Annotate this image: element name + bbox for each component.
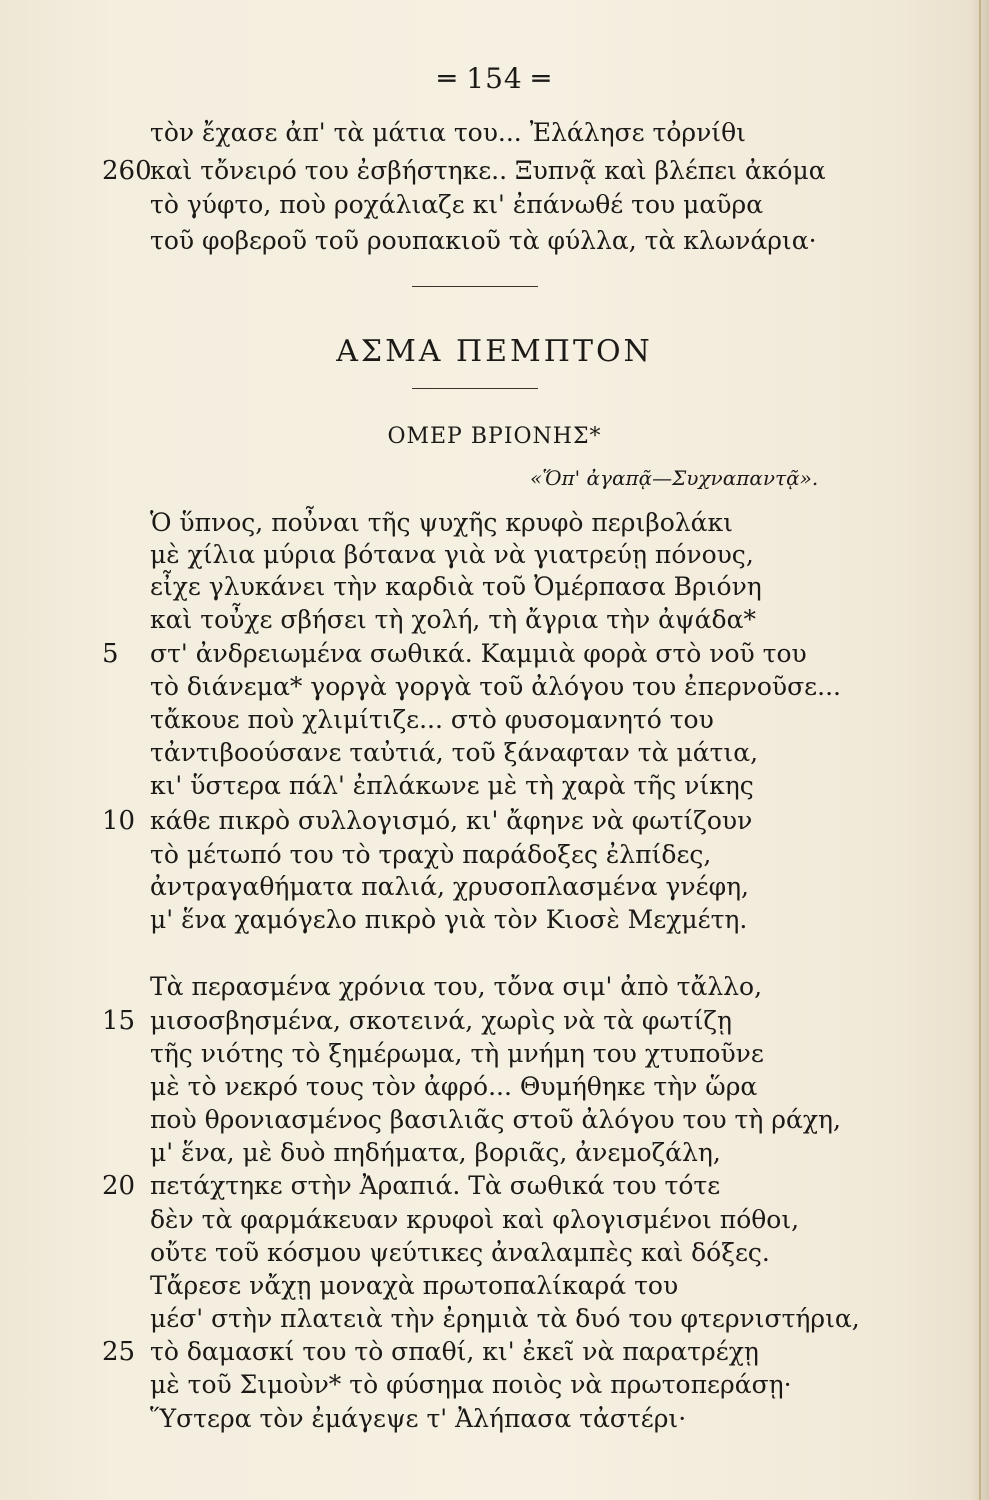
page-edge-line <box>979 0 981 1500</box>
verse-line: μὲ τὸ νεκρό τους τὸν ἀφρό... Θυμήθηκε τὴν ὥρα <box>150 1072 758 1101</box>
verse-line: στ' ἀνδρειωμένα σωθικά. Καμμιὰ φορὰ στὸ νοῦ του <box>150 639 807 668</box>
verse-line: ποὺ θρονιασμένος βασιλιᾶς στοῦ ἀλόγου του τὴ ράχη, <box>150 1105 841 1134</box>
verse-line: κι' ὕστερα πάλ' ἐπλάκωνε μὲ τὴ χαρὰ τῆς νίκης <box>150 771 754 800</box>
verse-line: τὸ δαμασκί του τὸ σπαθί, κι' ἐκεῖ νὰ παρατρέχῃ <box>150 1337 759 1366</box>
verse-line: τἀντιβοούσανε ταὐτιά, τοῦ ξάναφταν τὰ μάτια, <box>150 738 759 767</box>
verse-line: μὲ τοῦ Σιμοὺν* τὸ φύσημα ποιὸς νὰ πρωτοπεράσῃ· <box>150 1370 792 1399</box>
line-number: 10 <box>102 806 136 836</box>
section-title: ΑΣΜΑ ΠΕΜΠΤΟΝ <box>336 334 653 369</box>
verse-line: τῆς νιότης τὸ ξημέρωμα, τὴ μνήμη του χτυποῦνε <box>150 1039 764 1068</box>
verse-line: μέσ' στὴν πλατειὰ τὴν ἐρημιὰ τὰ δυό του φτερνιστήρια, <box>150 1304 860 1333</box>
verse-line: Ὕστερα τὸν ἐμάγεψε τ' Ἀλήπασα τἀστέρι· <box>150 1404 687 1433</box>
line-number: 15 <box>102 1006 136 1036</box>
verse-line: ἀντραγαθήματα παλιά, χρυσοπλασμένα γνέφη, <box>150 872 749 901</box>
line-number: 25 <box>102 1337 136 1367</box>
verse-line: Τὰ περασμένα χρόνια του, τὄνα σιμ' ἀπὸ τἄλλο, <box>150 972 763 1001</box>
verse-line: τἄκουε ποὺ χλιμίτιζε... στὸ φυσομανητό του <box>150 705 714 734</box>
verse-line: τοῦ φοβεροῦ τοῦ ρουπακιοῦ τὰ φύλλα, τὰ κλωνάρια· <box>150 226 817 255</box>
line-number: 20 <box>102 1171 136 1201</box>
verse-line: Ὁ ὕπνος, ποὖναι τῆς ψυχῆς κρυφὸ περιβολάκι <box>150 508 733 537</box>
verse-line: τὸν ἔχασε ἀπ' τὰ μάτια του... Ἐλάλησε τὀρνίθι <box>150 118 746 147</box>
verse-line: πετάχτηκε στὴν Ἀραπιά. Τὰ σωθικά του τότε <box>150 1171 721 1200</box>
verse-line: τὸ μέτωπό του τὸ τραχὺ παράδοξες ἐλπίδες, <box>150 840 712 869</box>
verse-line: τὸ γύφτο, ποὺ ροχάλιαζε κι' ἐπάνωθέ του μαῦρα <box>150 190 764 219</box>
line-number: 5 <box>102 639 119 669</box>
verse-line: καὶ τὄνειρό του ἐσβήστηκε.. Ξυπνᾷ καὶ βλέπει ἀκόμα <box>150 156 826 185</box>
verse-line: μὲ χίλια μύρια βότανα γιὰ νὰ γιατρεύῃ πόνους, <box>150 540 754 569</box>
verse-line: μ' ἕνα χαμόγελο πικρὸ γιὰ τὸν Κιοσὲ Μεχμέτη. <box>150 905 748 934</box>
verse-line: δὲν τὰ φαρμάκευαν κρυφοὶ καὶ φλογισμένοι πόθοι, <box>150 1205 800 1234</box>
verse-line: οὔτε τοῦ κόσμου ψεύτικες ἀναλαμπὲς καὶ δόξες. <box>150 1238 770 1267</box>
epigraph: «Ὅπ' ἀγαπᾷ—Συχναπαντᾷ». <box>530 466 819 490</box>
verse-line: καὶ τοὖχε σβήσει τὴ χολή, τὴ ἄγρια τὴν ἀψάδα* <box>150 605 756 634</box>
verse-line: Τἄρεσε νἄχῃ μοναχὰ πρωτοπαλίκαρά του <box>150 1271 679 1300</box>
verse-line: μ' ἕνα, μὲ δυὸ πηδήματα, βοριᾶς, ἀνεμοζάλη, <box>150 1138 721 1167</box>
verse-line: μισοσβησμένα, σκοτεινά, χωρὶς νὰ τὰ φωτίζῃ <box>150 1006 732 1035</box>
section-subtitle: ΟΜΕΡ ΒΡΙΟΝΗΣ* <box>387 424 602 449</box>
section-divider <box>412 286 538 287</box>
verse-line: κάθε πικρὸ συλλογισμό, κι' ἄφηνε νὰ φωτίζουν <box>150 806 753 835</box>
page-number: ═ 154 ═ <box>438 62 551 95</box>
verse-line: εἶχε γλυκάνει τὴν καρδιὰ τοῦ Ὀμέρπασα Βριόνη <box>150 572 762 601</box>
verse-line: τὸ διάνεμα* γοργὰ γοργὰ τοῦ ἀλόγου του ἐπερνοῦσε... <box>150 672 841 701</box>
line-number: 260 <box>102 156 152 186</box>
title-divider <box>412 388 538 389</box>
